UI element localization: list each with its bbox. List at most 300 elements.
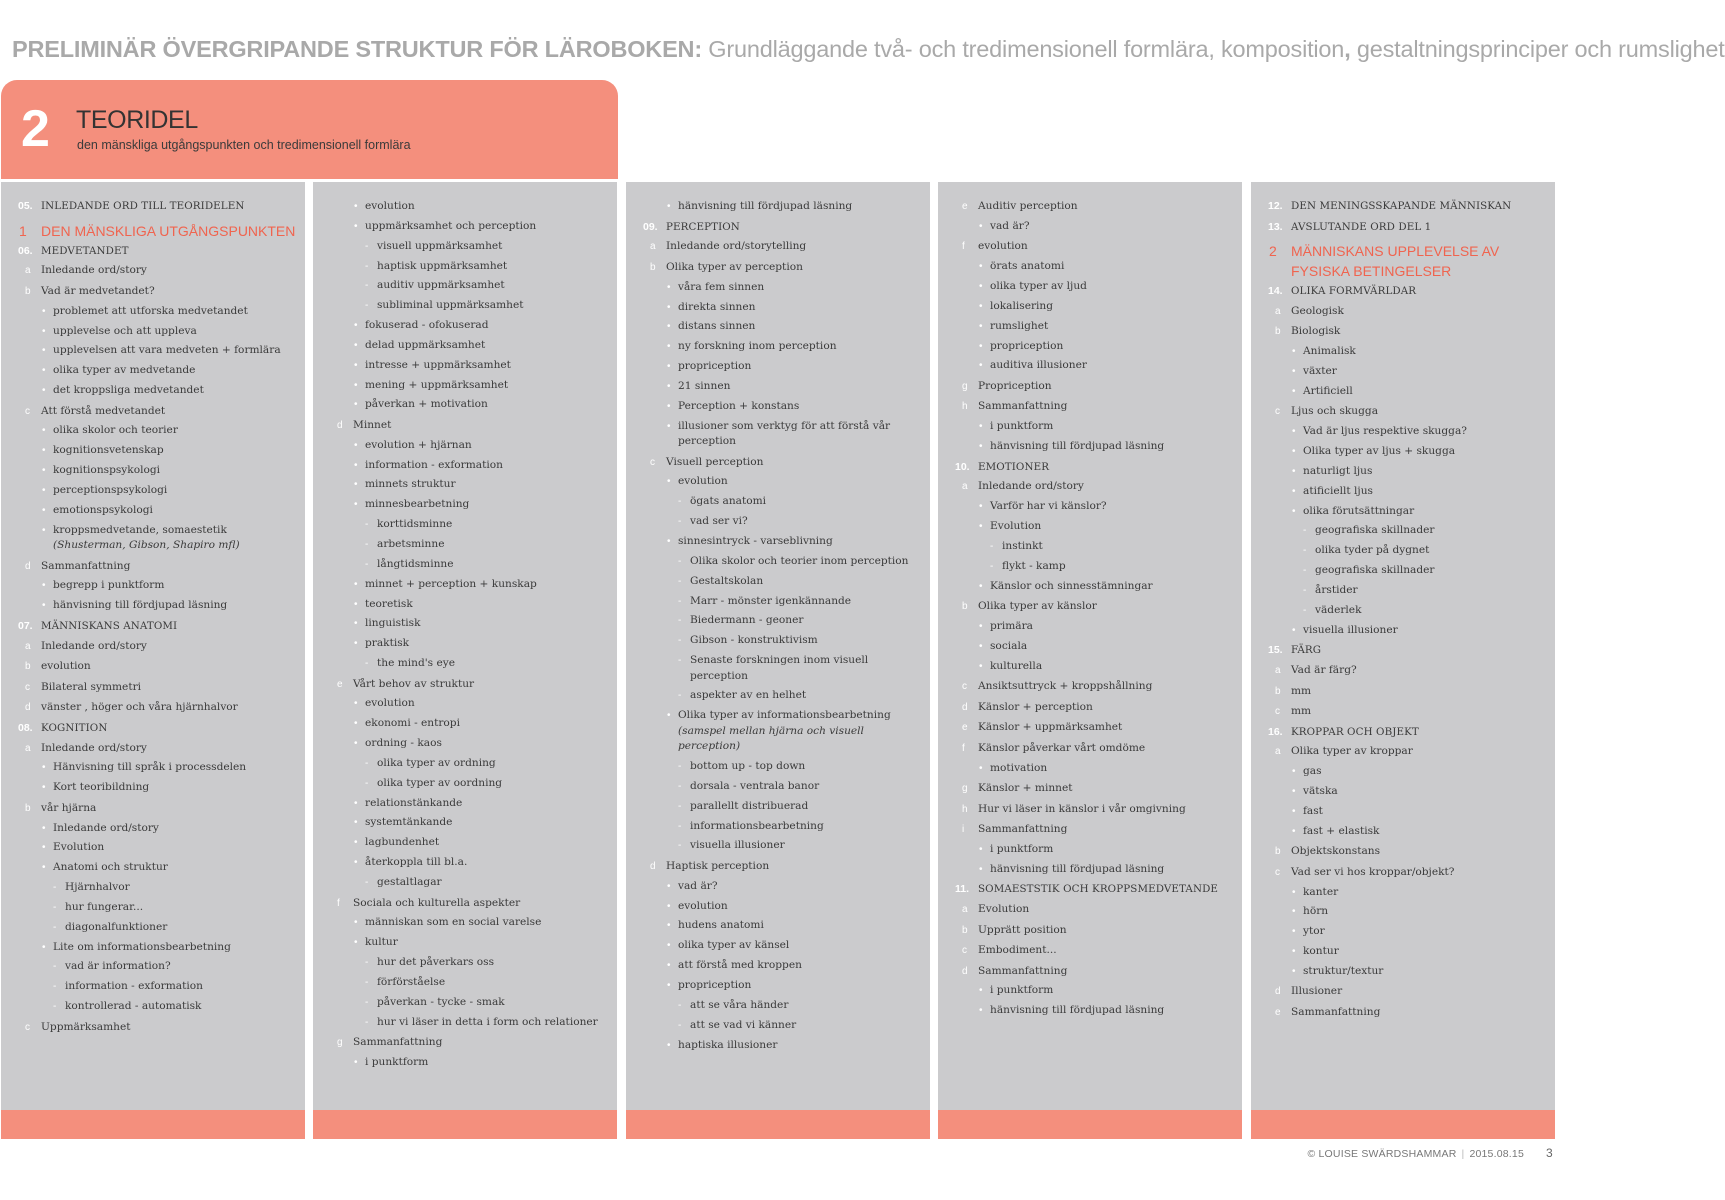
outline-subitem	[938, 439, 1234, 455]
outline-subitem	[313, 815, 609, 831]
outline-item	[313, 418, 609, 434]
outline-text: intresse + uppmärksamhet	[365, 358, 511, 371]
outline-subitem	[1251, 424, 1547, 440]
outline-text: olika typer av känsel	[678, 939, 790, 952]
outline-subitem	[1, 343, 297, 359]
outline-text: Biologisk	[1291, 325, 1341, 338]
outline-text: Inledande ord/story	[978, 480, 1084, 493]
outline-text: i punktform	[990, 842, 1054, 855]
outline-text: haptiska illusioner	[678, 1038, 778, 1051]
outline-marker: •	[667, 535, 671, 547]
outline-text: problemet att utforska medvetandet	[53, 304, 248, 317]
outline-column-3	[626, 182, 930, 1110]
outline-text: propriception	[678, 979, 752, 991]
outline-marker: •	[42, 385, 46, 397]
outline-marker: e	[962, 722, 968, 734]
outline-subitem	[626, 419, 922, 450]
outline-item	[938, 964, 1234, 980]
outline-subitem	[313, 597, 609, 613]
outline-subitem	[1251, 784, 1547, 800]
outline-marker: -	[365, 519, 369, 531]
outline-text: MÄNNISKANS ANATOMI	[41, 619, 178, 632]
outline-text: struktur/textur	[1303, 964, 1384, 977]
outline-text: Vad är ljus respektive skugga?	[1303, 425, 1467, 438]
outline-marker: •	[354, 359, 358, 371]
outline-marker: d	[962, 965, 968, 977]
outline-subitem	[626, 474, 922, 490]
outline-subitem	[1, 840, 297, 856]
outline-marker: g	[337, 1037, 343, 1049]
outline-text: Kort teoribildning	[53, 781, 150, 794]
outline-marker: •	[354, 837, 358, 849]
outline-marker: -	[1303, 545, 1307, 557]
outline-text: EMOTIONER	[978, 460, 1050, 473]
outline-text: visuell uppmärksamhet	[377, 239, 503, 252]
outline-marker: •	[1292, 624, 1296, 636]
outline-marker: a	[962, 481, 968, 493]
outline-text: Objektskonstans	[1291, 845, 1381, 858]
outline-marker: -	[365, 539, 369, 550]
outline-subitem	[938, 358, 1234, 374]
outline-list	[313, 199, 617, 1075]
outline-marker: c	[25, 681, 30, 693]
outline-text: Inledande ord/story	[41, 741, 147, 754]
outline-text: Känslor + perception	[978, 700, 1093, 713]
outline-marker: b	[962, 924, 968, 936]
outline-marker: •	[42, 580, 46, 592]
outline-text: hur vi läser in detta i form och relationer	[377, 1015, 598, 1028]
outline-subitem	[938, 579, 1234, 595]
section-number: 2	[21, 100, 50, 158]
outline-text: kultur	[365, 936, 398, 949]
outline-marker: •	[354, 937, 358, 949]
outline-text: visuella illusioner	[690, 839, 785, 852]
outline-text: 21 sinnen	[678, 379, 731, 392]
outline-text: kontrollerad - automatisk	[65, 1000, 202, 1013]
outline-item	[1, 559, 297, 575]
outline-subitem	[1251, 885, 1547, 901]
outline-marker: •	[42, 365, 46, 377]
section-header	[1, 80, 618, 179]
outline-subsubitem	[313, 278, 609, 294]
outline-column-5	[1251, 182, 1555, 1110]
page-number: 3	[1546, 1146, 1553, 1160]
document-title	[12, 36, 1725, 63]
outline-text: relationstänkande	[365, 796, 463, 809]
outline-text: Känslor och sinnesstämningar	[990, 579, 1153, 592]
outline-marker: -	[1303, 604, 1307, 616]
chapter-heading	[938, 460, 1234, 476]
part-heading	[1, 221, 297, 241]
outline-marker: -	[365, 976, 369, 988]
outline-marker: •	[979, 421, 983, 433]
outline-subsubitem	[313, 955, 609, 971]
outline-subsubitem	[626, 759, 922, 775]
outline-marker: 15.	[1268, 644, 1283, 657]
outline-marker: 13.	[1268, 220, 1283, 233]
section-title: TEORIDEL	[76, 106, 198, 134]
outline-marker: •	[1292, 825, 1296, 837]
outline-marker: 07.	[18, 619, 33, 632]
outline-text: mening + uppmärksamhet	[365, 378, 509, 391]
outline-marker: d	[337, 419, 343, 431]
outline-text: att förstå med kroppen	[678, 959, 802, 972]
outline-subitem	[313, 199, 609, 215]
outline-text: fast + elastisk	[1303, 824, 1380, 837]
outline-text: subliminal uppmärksamhet	[377, 299, 524, 312]
outline-marker: •	[1292, 485, 1296, 497]
outline-marker: -	[53, 981, 57, 993]
outline-text: the mind's eye	[377, 657, 455, 670]
outline-marker: f	[337, 897, 340, 909]
outline-text: Minnet	[353, 418, 392, 431]
outline-text: gas	[1303, 765, 1322, 778]
outline-text: Varför har vi känslor?	[990, 500, 1107, 513]
outline-column-2	[313, 182, 617, 1110]
outline-marker: •	[42, 325, 46, 337]
outline-item	[626, 859, 922, 875]
outline-subsubitem	[313, 557, 609, 573]
outline-subsubitem	[313, 975, 609, 991]
outline-text: väderlek	[1315, 603, 1362, 616]
outline-subitem	[1251, 444, 1547, 460]
outline-text: diagonalfunktioner	[65, 920, 168, 933]
outline-marker: •	[42, 465, 46, 477]
outline-subsubitem	[1, 999, 297, 1015]
outline-subsubitem	[313, 756, 609, 772]
outline-subitem	[1, 860, 297, 876]
outline-marker: •	[667, 880, 671, 892]
outline-marker: -	[53, 901, 57, 913]
outline-text: haptisk uppmärksamhet	[377, 259, 508, 272]
outline-text: praktisk	[365, 637, 410, 650]
outline-text: Inledande ord/story	[41, 639, 147, 652]
outline-marker: -	[990, 540, 994, 552]
outline-subitem	[313, 636, 609, 652]
outline-text: växter	[1303, 365, 1337, 378]
outline-marker: -	[678, 496, 682, 508]
outline-subitem	[626, 918, 922, 934]
outline-item	[626, 260, 922, 276]
outline-marker: c	[1275, 406, 1280, 418]
outline-item	[1, 659, 297, 675]
outline-marker: f	[962, 241, 965, 253]
outline-text: ytor	[1303, 925, 1325, 938]
outline-text: långtidsminne	[377, 557, 454, 570]
outline-subitem	[1, 780, 297, 796]
outline-text: Hänvisning till språk i processdelen	[53, 761, 247, 774]
outline-text: parallellt distribuerad	[690, 799, 809, 812]
outline-subitem	[938, 619, 1234, 635]
copyright: © LOUISE SWÄRDSHAMMAR	[1307, 1148, 1457, 1160]
outline-italic-note: (samspel mellan hjärna och visuell perception)	[678, 724, 864, 753]
outline-item	[938, 379, 1234, 395]
outline-item	[938, 943, 1234, 959]
outline-text: att se vad vi känner	[690, 1018, 797, 1031]
outline-item	[938, 199, 1234, 215]
outline-marker: -	[678, 555, 682, 567]
outline-subsubitem	[313, 776, 609, 792]
outline-subsubitem	[1, 920, 297, 936]
outline-marker: •	[354, 499, 358, 511]
outline-text: Olika typer av informationsbearbetning	[678, 709, 891, 722]
outline-text: Propriception	[978, 379, 1052, 392]
outline-subitem	[1, 523, 297, 554]
outline-marker: a	[650, 241, 656, 253]
outline-subitem	[313, 338, 609, 354]
outline-subitem	[938, 1003, 1234, 1019]
outline-subsubitem	[313, 656, 609, 672]
outline-marker: -	[365, 957, 369, 969]
outline-marker: •	[354, 220, 358, 232]
outline-text: flykt - kamp	[1002, 559, 1066, 572]
outline-marker: -	[365, 300, 369, 312]
outline-marker: •	[354, 578, 358, 590]
outline-text: Känslor + uppmärksamhet	[978, 721, 1123, 734]
outline-text: Auditiv perception	[978, 200, 1078, 212]
outline-subsubitem	[626, 799, 922, 815]
outline-text: vad är?	[678, 879, 718, 892]
outline-marker: d	[1275, 986, 1281, 998]
outline-text: örats anatomi	[990, 260, 1065, 273]
outline-text: illusioner som verktyg för att förstå vår perception	[678, 419, 891, 448]
outline-marker: -	[678, 595, 682, 607]
outline-text: PERCEPTION	[666, 220, 740, 233]
outline-marker: •	[979, 843, 983, 855]
outline-text: Artificiell	[1303, 384, 1353, 397]
outline-item	[1251, 984, 1547, 1000]
outline-marker: •	[979, 501, 983, 513]
outline-subitem	[1, 463, 297, 479]
outline-item	[1, 741, 297, 757]
outline-item	[1, 680, 297, 696]
outline-subitem	[313, 318, 609, 334]
outline-text: teoretisk	[365, 597, 413, 610]
section-subtitle: den mänskliga utgångspunkten och tredimensionell formlära	[77, 138, 411, 152]
outline-subsubitem	[626, 998, 922, 1014]
outline-subitem	[313, 438, 609, 454]
outline-text: olika typer av ordning	[377, 756, 496, 769]
outline-marker: c	[1275, 706, 1280, 717]
chapter-heading	[1251, 725, 1547, 741]
outline-text: vad är?	[990, 219, 1030, 232]
outline-marker: c	[650, 456, 655, 468]
outline-text: Gibson - konstruktivism	[690, 634, 818, 647]
outline-text: evolution	[41, 660, 91, 673]
outline-subsubitem	[1251, 543, 1547, 559]
outline-subitem	[938, 219, 1234, 235]
outline-subitem	[938, 499, 1234, 515]
outline-text: hur fungerar...	[65, 900, 144, 913]
outline-text: människan som en social varelse	[365, 916, 542, 929]
outline-subitem	[626, 379, 922, 395]
outline-subitem	[938, 259, 1234, 275]
outline-subitem	[1, 423, 297, 439]
outline-marker: •	[42, 762, 46, 774]
outline-text: uppmärksamhet och perception	[365, 219, 537, 232]
outline-item	[938, 720, 1234, 736]
outline-marker: •	[1292, 965, 1296, 977]
outline-marker: c	[25, 1021, 30, 1033]
outline-marker: b	[650, 261, 656, 273]
outline-subitem	[938, 279, 1234, 295]
outline-text: Sammanfattning	[1291, 1005, 1381, 1018]
outline-item	[938, 599, 1234, 615]
outline-subitem	[1, 383, 297, 399]
outline-subsubitem	[626, 574, 922, 590]
outline-marker: -	[53, 961, 57, 973]
outline-subitem	[313, 577, 609, 593]
outline-marker: -	[678, 615, 682, 627]
outline-subitem	[1, 821, 297, 837]
outline-marker: 12.	[1268, 200, 1283, 212]
outline-marker: -	[678, 655, 682, 667]
outline-marker: -	[365, 757, 369, 769]
footer-note	[1307, 1148, 1524, 1160]
outline-subitem	[626, 319, 922, 335]
outline-text: påverkan - tycke - smak	[377, 995, 505, 1008]
outline-subsubitem	[1, 959, 297, 975]
outline-text: evolution	[365, 200, 415, 212]
outline-marker: •	[354, 817, 358, 829]
outline-marker: •	[979, 300, 983, 312]
outline-marker: •	[667, 476, 671, 488]
outline-marker: •	[1292, 946, 1296, 958]
outline-text: evolution	[678, 475, 728, 488]
outline-text: systemtänkande	[365, 816, 453, 829]
outline-text: Illusioner	[1291, 985, 1343, 998]
outline-text: minnet + perception + kunskap	[365, 577, 537, 590]
outline-subitem	[1251, 904, 1547, 920]
outline-text: MEDVETANDET	[41, 244, 129, 257]
outline-subitem	[626, 399, 922, 415]
outline-marker: 09.	[643, 220, 658, 233]
outline-text: Olika typer av känslor	[978, 600, 1097, 613]
outline-text: olika skolor och teorier	[53, 424, 178, 437]
outline-marker: b	[962, 601, 968, 613]
outline-text: Olika typer av perception	[666, 260, 803, 273]
outline-text: Senaste forskningen inom visuell perception	[690, 654, 869, 682]
outline-marker: •	[1292, 505, 1296, 517]
outline-marker: •	[979, 320, 983, 332]
outline-text: FÄRG	[1291, 644, 1322, 657]
outline-text: propriception	[990, 339, 1064, 352]
outline-marker: a	[25, 265, 31, 277]
outline-marker: -	[678, 690, 682, 702]
outline-text: kanter	[1303, 885, 1339, 898]
outline-marker: •	[979, 621, 983, 632]
outline-text: i punktform	[990, 984, 1054, 997]
outline-text: Inledande ord/storytelling	[666, 240, 807, 253]
outline-marker: •	[42, 822, 46, 834]
outline-marker: •	[42, 524, 46, 536]
outline-marker: •	[667, 380, 671, 392]
chapter-heading	[1251, 199, 1547, 215]
outline-subsubitem	[938, 559, 1234, 575]
outline-text: evolution	[978, 240, 1028, 253]
outline-text: primära	[990, 620, 1033, 632]
outline-marker: -	[678, 635, 682, 647]
outline-text: AVSLUTANDE ORD DEL 1	[1291, 220, 1432, 233]
outline-text: Haptisk perception	[666, 859, 770, 872]
outline-text: information - exformation	[65, 980, 203, 993]
outline-subitem	[1, 443, 297, 459]
outline-marker: •	[354, 399, 358, 411]
outline-marker: •	[667, 960, 671, 972]
outline-text: Evolution	[990, 520, 1042, 533]
outline-item	[1, 1020, 297, 1036]
outline-marker: -	[365, 260, 369, 272]
outline-subitem	[1251, 924, 1547, 940]
outline-subsubitem	[626, 554, 922, 570]
outline-marker: •	[42, 504, 46, 516]
outline-subsubitem	[626, 819, 922, 835]
outline-subitem	[313, 716, 609, 732]
outline-text: hudens anatomi	[678, 919, 764, 932]
outline-subitem	[1251, 804, 1547, 820]
outline-marker: •	[979, 640, 983, 652]
outline-text: MÄNNISKANS UPPLEVELSE AV FYSISKA BETINGELSER	[1291, 243, 1500, 279]
outline-text: Hjärnhalvor	[65, 881, 130, 894]
outline-marker: •	[42, 600, 46, 612]
outline-text: Evolution	[53, 841, 105, 854]
outline-text: DEN MENINGSSKAPANDE MÄNNISKAN	[1291, 200, 1512, 212]
outline-text: SOMAESTSTIK OCH KROPPSMEDVETANDE	[978, 883, 1219, 896]
outline-marker: •	[354, 598, 358, 610]
outline-text: Sammanfattning	[978, 823, 1068, 836]
outline-text: ekonomi - entropi	[365, 717, 460, 730]
outline-text: lokalisering	[990, 299, 1054, 312]
outline-subitem	[313, 477, 609, 493]
outline-marker: e	[337, 678, 343, 690]
column-footer-bar	[1, 1110, 305, 1139]
outline-subitem	[626, 199, 922, 215]
outline-subsubitem	[1, 880, 297, 896]
outline-subitem	[1251, 364, 1547, 380]
outline-subitem	[938, 862, 1234, 878]
outline-item	[313, 1035, 609, 1051]
outline-text: instinkt	[1002, 539, 1043, 552]
outline-marker: •	[354, 320, 358, 332]
outline-marker: •	[979, 863, 983, 875]
outline-text: ögats anatomi	[690, 495, 767, 508]
outline-marker: •	[42, 941, 46, 953]
outline-text: DEN MÄNSKLIGA UTGÅNGSPUNKTEN	[41, 222, 296, 239]
outline-subitem	[1251, 384, 1547, 400]
outline-subitem	[313, 378, 609, 394]
outline-marker: b	[25, 661, 31, 673]
outline-marker: a	[1275, 665, 1281, 676]
outline-marker: •	[979, 660, 983, 672]
outline-subsubitem	[313, 259, 609, 275]
chapter-heading	[1251, 643, 1547, 659]
outline-marker: a	[25, 640, 31, 652]
outline-item	[1251, 844, 1547, 860]
outline-marker: -	[53, 921, 57, 933]
outline-text: auditiv uppmärksamhet	[377, 279, 505, 292]
chapter-heading	[1, 199, 297, 215]
outline-subsubitem	[626, 688, 922, 704]
outline-marker: •	[667, 710, 671, 722]
outline-marker: 1	[19, 222, 27, 239]
outline-item	[1, 801, 297, 817]
outline-subitem	[313, 1055, 609, 1071]
outline-marker: -	[678, 575, 682, 587]
outline-text: evolution	[365, 697, 415, 710]
outline-marker: •	[42, 782, 46, 794]
outline-subsubitem	[1, 900, 297, 916]
outline-marker: •	[667, 321, 671, 333]
